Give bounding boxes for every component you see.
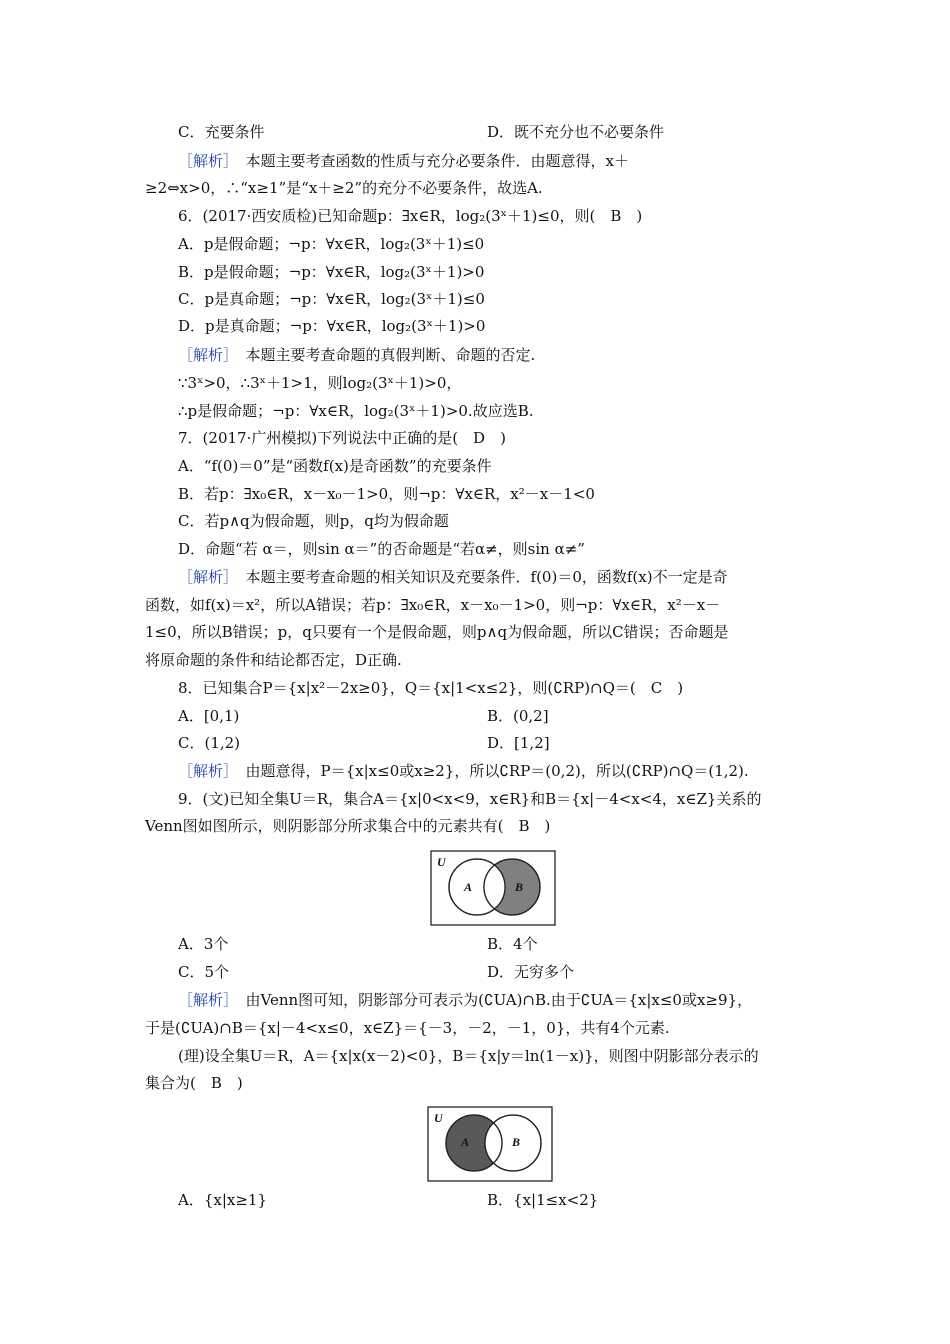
venn1-label-u: U [437,855,446,869]
option-c: C．若p∧q为假命题，则p，q均为假命题 [178,512,449,530]
venn1-label-a: A [464,880,473,894]
venn2-label-a: A [461,1135,470,1149]
option-c: C．5个 [178,963,230,981]
analysis-8: ［解析］ 由题意得，P＝{x|x≤0或x≥2}，所以∁RP＝(0,2)，所以(∁RP)∩Q＝(1,2). [178,762,749,780]
option-b: B．(0,2] [487,707,549,725]
analysis-7: ［解析］ 本题主要考查命题的相关知识及充要条件．f(0)＝0，函数f(x)不一定是奇 [178,568,728,586]
option-c-row: C．充要条件 [178,123,265,141]
analysis-6: ［解析］ 本题主要考查命题的真假判断、命题的否定. [178,346,536,364]
option-a: A．3个 [178,935,229,953]
text-line: ≥2⇔x>0，∴“x≥1”是“x＋≥2”的充分不必要条件，故选A. [145,179,543,197]
text-line: 于是(∁UA)∩B＝{x|－4<x≤0，x∈Z}＝{－3，－2，－1，0}，共有4个元素. [145,1019,670,1037]
venn-diagram-2 [427,1106,553,1182]
venn2-label-u: U [434,1111,443,1125]
option-d: D．命题“若 α＝，则sin α＝”的否命题是“若α≠，则sin α≠” [178,540,585,558]
option-b: B．若p：∃x₀∈R，x－x₀－1>0，则¬p：∀x∈R，x²－x－1<0 [178,485,595,503]
question-7: 7．(2017·广州模拟)下列说法中正确的是( D ) [178,429,506,447]
option-a: A．p是假命题；¬p：∀x∈R，log₂(3ˣ＋1)≤0 [178,235,485,253]
option-a: A．[0,1) [178,707,240,725]
venn2-label-b: B [512,1135,521,1149]
option-b: B．p是假命题；¬p：∀x∈R，log₂(3ˣ＋1)>0 [178,263,485,281]
text-line: 1≤0，所以B错误；p，q只要有一个是假命题，则p∧q为假命题，所以C错误；否命题是 [145,623,729,641]
text-line: 集合为( B ) [145,1074,243,1092]
text-line: Venn图如图所示，则阴影部分所求集合中的元素共有( B ) [145,817,551,835]
option-d: D．无穷多个 [487,963,575,981]
question-6: 6．(2017·西安质检)已知命题p：∃x∈R，log₂(3ˣ＋1)≤0，则( B ) [178,207,643,225]
option-b: B．{x|1≤x<2} [487,1191,599,1209]
venn1-label-b: B [515,880,524,894]
option-c: C．p是真命题；¬p：∀x∈R，log₂(3ˣ＋1)≤0 [178,290,485,308]
analysis-1: ［解析］ 本题主要考查函数的性质与充分必要条件．由题意得，x＋ [178,152,629,170]
option-d: D．p是真命题；¬p：∀x∈R，log₂(3ˣ＋1)>0 [178,317,486,335]
text-line: 将原命题的条件和结论都否定，D正确. [145,651,402,669]
option-b: B．4个 [487,935,538,953]
analysis-9: ［解析］ 由Venn图可知，阴影部分可表示为(∁UA)∩B.由于∁UA＝{x|x≤0或x≥9}， [178,991,753,1009]
question-8: 8．已知集合P＝{x|x²－2x≥0}，Q＝{x|1<x≤2}，则(∁RP)∩Q＝( C ) [178,679,684,697]
question-9: 9．(文)已知全集U＝R，集合A＝{x|0<x<9，x∈R}和B＝{x|－4<x<4，x∈Z}关系的 [178,790,762,808]
option-c: C．(1,2) [178,734,241,752]
option-a: A．“f(0)＝0”是“函数f(x)是奇函数”的充要条件 [178,457,492,475]
option-d: D．既不充分也不必要条件 [487,123,665,141]
venn-diagram-1 [430,850,556,926]
text-line: ∴p是假命题；¬p：∀x∈R，log₂(3ˣ＋1)>0.故应选B. [178,402,534,420]
question-9-li: (理)设全集U＝R，A＝{x|x(x－2)<0}，B＝{x|y＝ln(1－x)}，则图中阴影部分表示的 [178,1047,759,1065]
option-a: A．{x|x≥1} [178,1191,268,1209]
option-d: D．[1,2] [487,734,550,752]
text-line: 函数，如f(x)＝x²，所以A错误；若p：∃x₀∈R，x－x₀－1>0，则¬p：∀x∈R，x²－x－ [145,596,721,614]
text-line: ∵3ˣ>0，∴3ˣ＋1>1，则log₂(3ˣ＋1)>0， [178,374,462,392]
